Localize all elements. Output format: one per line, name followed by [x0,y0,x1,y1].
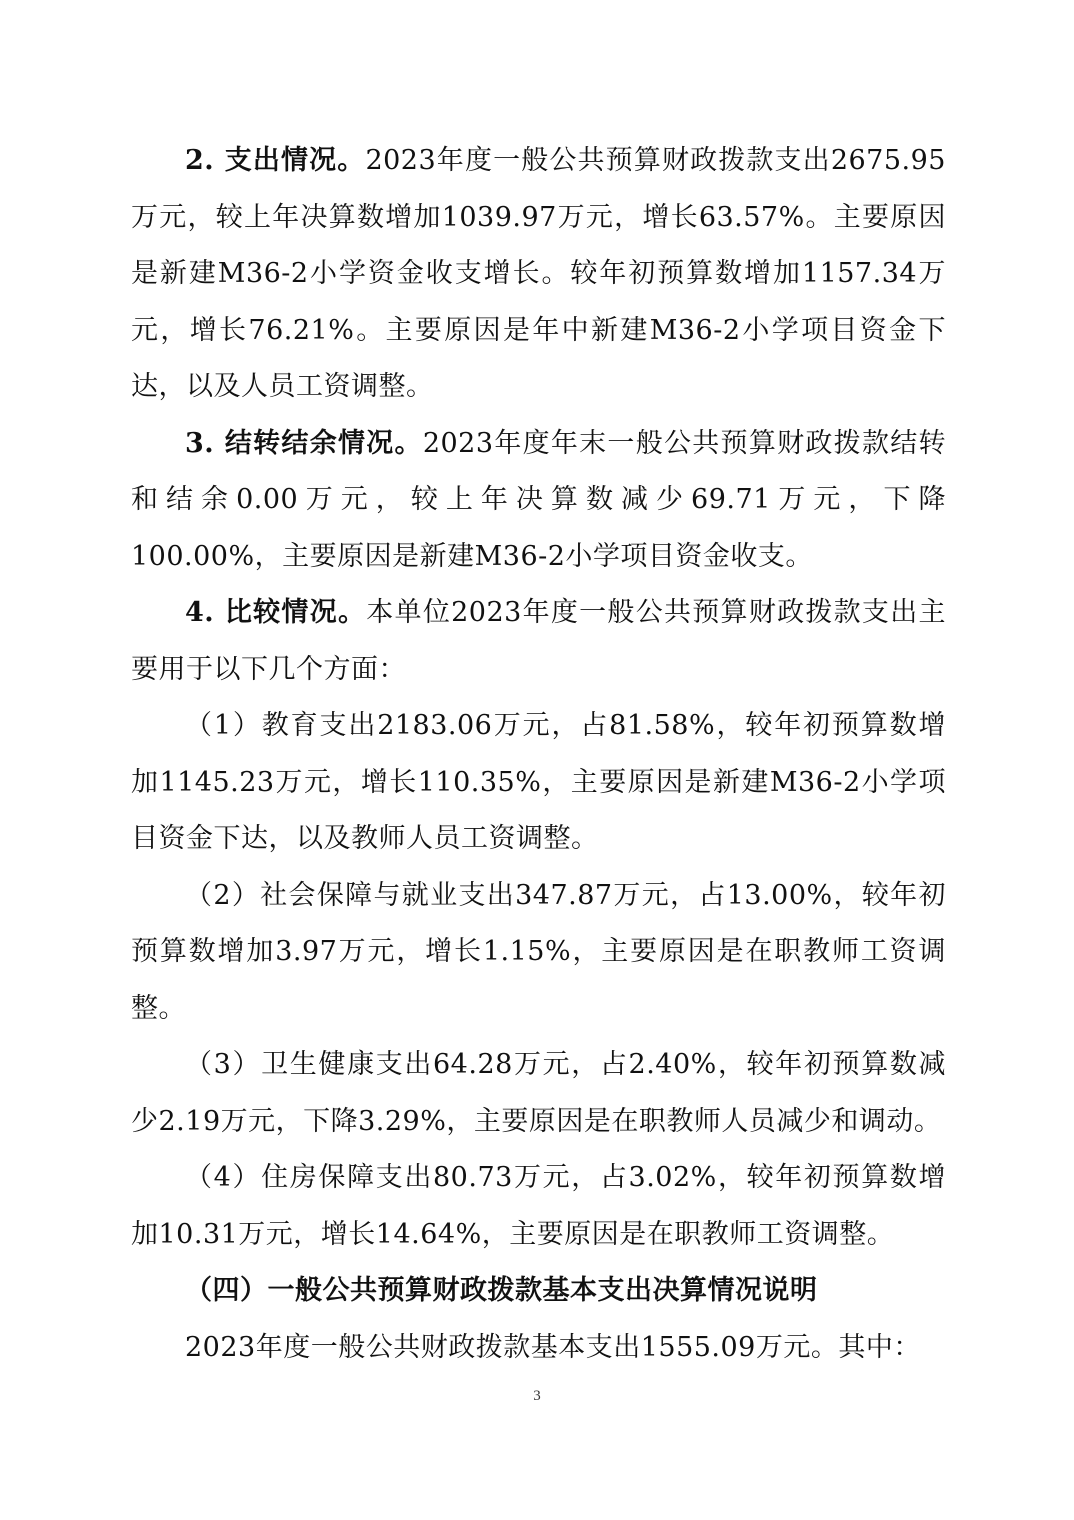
paragraph-body: 2023年度一般公共预算财政拨款支出2675.95万元，较上年决算数增加1039.97万元，增长63.57%。主要原因是新建M36-2小学资金收支增长。较年初预算数增加1157.34万元，增长76.21%。主要原因是年中新建M36-2小学项目资金下达，以及人员工资调整。 [131,145,946,402]
paragraph-body: （1）教育支出2183.06万元，占81.58%，较年初预算数增加1145.23万元，增长110.35%，主要原因是新建M36-2小学项目资金下达，以及教师人员工资调整。 [131,710,946,854]
paragraph-body: （4）住房保障支出80.73万元，占3.02%，较年初预算数增加10.31万元，增长14.64%，主要原因是在职教师工资调整。 [131,1162,946,1250]
paragraph-basic-expenditure: 2023年度一般公共财政拨款基本支出1555.09万元。其中： [185,1331,921,1363]
paragraph-expenditure [131,133,946,416]
paragraph-body: （2）社会保障与就业支出347.87万元，占13.00%，较年初预算数增加3.97万元，增长1.15%，主要原因是在职教师工资调整。 [131,879,946,1024]
paragraph-housing [131,1150,946,1263]
paragraph-lead: 4. 比较情况。 [185,597,367,628]
paragraph-lead: 2. 支出情况。 [185,145,366,176]
paragraph-lead: 3. 结转结余情况。 [185,427,423,459]
paragraph-comparison [131,585,946,698]
paragraph-education [131,698,946,868]
page-number: 3 [533,1388,541,1404]
paragraph-body: 本单位2023年度一般公共预算财政拨款支出主要用于以下几个方面： [131,597,946,685]
paragraph-body: 2023年度年末一般公共预算财政拨款结转和结余0.00万元，较上年决算数减少69.71万元，下降100.00%，主要原因是新建M36-2小学项目资金收支。 [131,427,946,572]
paragraph-social-security [131,868,946,1038]
document-page [131,133,946,1376]
paragraph-body: （3）卫生健康支出64.28万元，占2.40%，较年初预算数减少2.19万元，下降3.29%，主要原因是在职教师人员减少和调动。 [131,1049,946,1137]
paragraph-carryover [131,416,946,586]
paragraph-health [131,1037,946,1150]
section-heading: （四）一般公共预算财政拨款基本支出决算情况说明 [185,1275,818,1306]
